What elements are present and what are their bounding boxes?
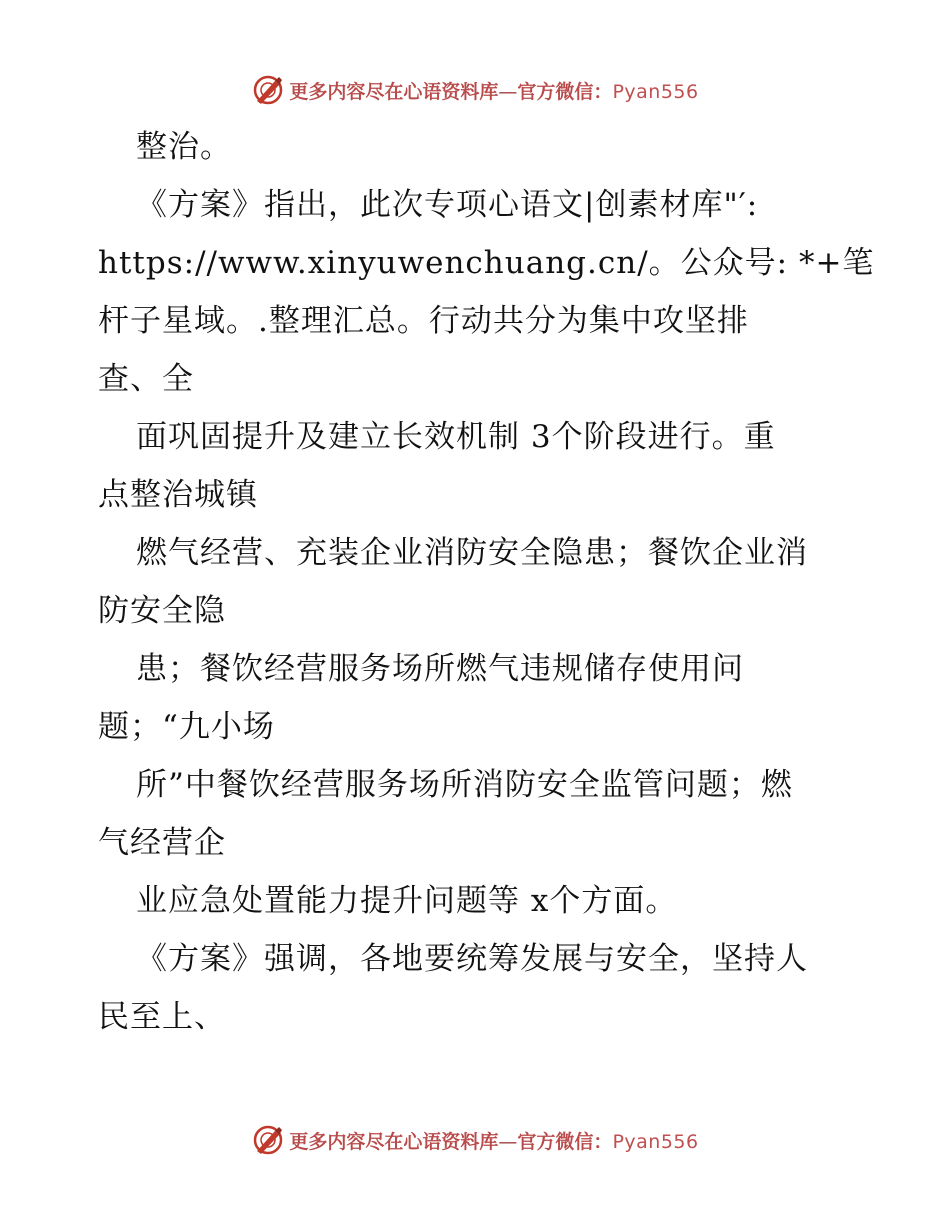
body-line: 燃气经营、充装企业消防安全隐患；餐饮企业消 [136, 535, 808, 571]
body-line: 所”中餐饮经营服务场所消防安全监管问题；燃 [136, 767, 793, 803]
footer-site-name: 更多内容尽在心语资料库 [289, 1130, 499, 1153]
header-banner-text [289, 77, 698, 104]
header-wechat-label: 官方微信： [517, 80, 613, 103]
body-line: 患；餐饮经营服务场所燃气违规储存使用问 [136, 651, 744, 687]
footer-wechat-handle: Pyan556 [612, 1130, 699, 1153]
body-line: 查、全 [98, 361, 194, 397]
footer-banner [0, 1120, 950, 1160]
pen-logo-icon [251, 1123, 285, 1157]
body-line: 整治。 [136, 129, 232, 165]
header-site-name: 更多内容尽在心语资料库 [289, 80, 499, 103]
body-line: 题；“九小场 [98, 709, 275, 745]
body-line: 民至上、 [98, 999, 226, 1035]
body-line: 防安全隐 [98, 593, 226, 629]
header-banner [0, 70, 950, 110]
pen-logo-icon [251, 73, 285, 107]
body-line: 气经营企 [98, 825, 226, 861]
body-line: https://www.xinyuwenchuang.cn/。公众号: *+笔 [98, 245, 875, 281]
body-line: 杆子星域。.整理汇总。行动共分为集中攻坚排 [98, 303, 749, 339]
body-line: 《方案》指出，此次专项心语文|创素材库"′: [136, 187, 759, 223]
header-dash: — [498, 80, 518, 103]
body-line: 点整治城镇 [98, 477, 258, 513]
footer-wechat-label: 官方微信： [517, 1130, 613, 1153]
header-wechat-handle: Pyan556 [612, 80, 699, 103]
body-line: 业应急处置能力提升问题等 x个方面。 [136, 883, 678, 919]
footer-banner-text [289, 1127, 698, 1154]
body-line: 面巩固提升及建立长效机制 3个阶段进行。重 [136, 419, 776, 455]
footer-dash: — [498, 1130, 518, 1153]
body-line: 《方案》强调，各地要统筹发展与安全，坚持人 [136, 941, 808, 977]
